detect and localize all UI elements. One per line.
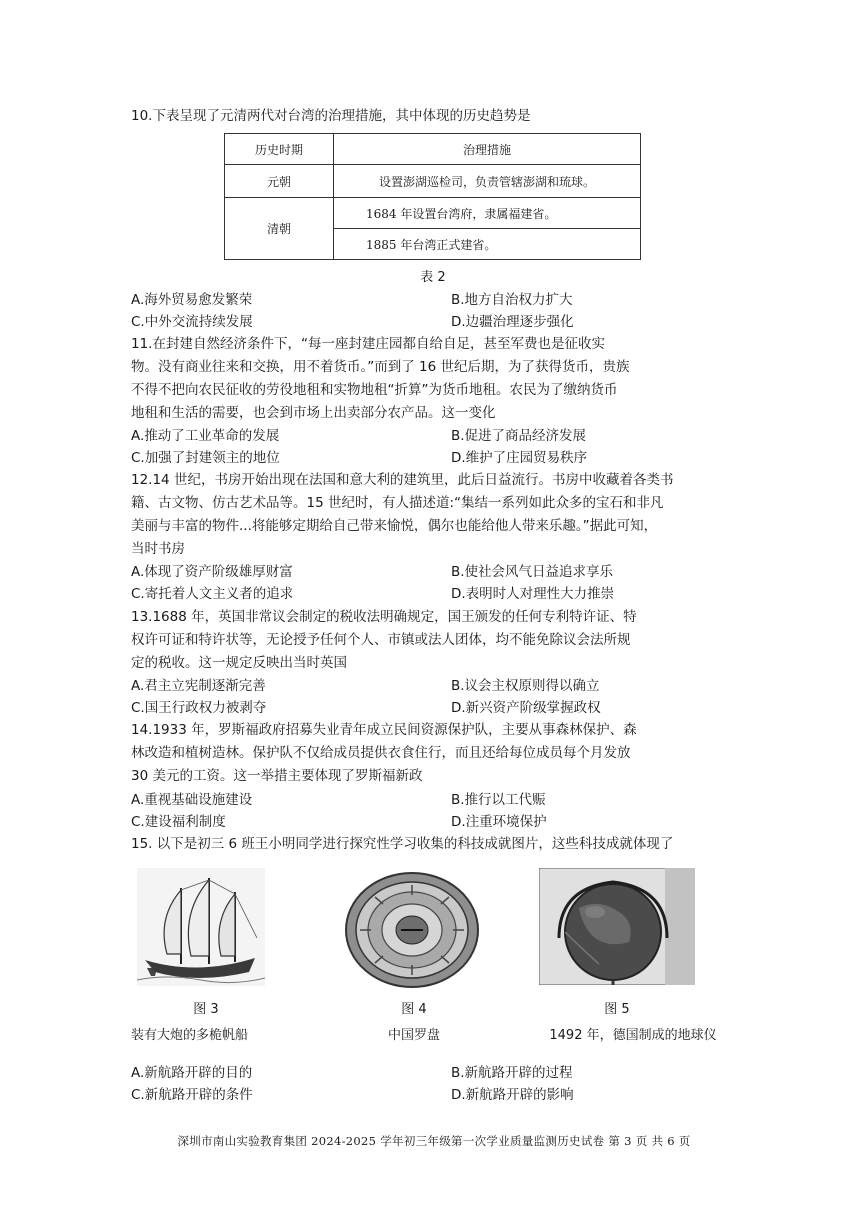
q10-stem: 10.下表呈现了元清两代对台湾的治理措施，其中体现的历史趋势是 [131, 108, 531, 124]
q12-line-2: 籍、古文物、仿古艺术品等。15 世纪时，有人描述道:“集结一系列如此众多的宝石和非凡 [131, 495, 664, 511]
q12-option-d: D.表明时人对理性大力推崇 [451, 586, 615, 602]
q11-option-c: C.加强了封建领主的地位 [131, 450, 280, 466]
table-cell-qing-measure-2: 1885 年台湾正式建省。 [334, 229, 641, 260]
chinese-compass-image [343, 869, 481, 989]
page-footer: 深圳市南山实验教育集团 2024-2025 学年初三年级第一次学业质量监测历史试卷 第 3 页 共 6 页 [177, 1134, 691, 1148]
q14-option-b: B.推行以工代赈 [451, 792, 546, 808]
q14-line-1: 14.1933 年，罗斯福政府招募失业青年成立民间资源保护队，主要从事森林保护、森 [131, 722, 637, 738]
figure-3-caption: 装有大炮的多桅帆船 [131, 1028, 249, 1043]
table-header-period: 历史时期 [225, 134, 334, 165]
table-cell-yuan: 元朝 [225, 165, 334, 198]
q10-option-c: C.中外交流持续发展 [131, 314, 253, 330]
q13-option-b: B.议会主权原则得以确立 [451, 678, 600, 694]
q14-option-d: D.注重环境保护 [451, 814, 547, 830]
q13-line-2: 权许可证和特许状等，无论授予任何个人、市镇或法人团体，均不能免除议会法所规 [131, 632, 631, 648]
figure-3-label: 图 3 [193, 1002, 219, 1017]
q15-option-c: C.新航路开辟的条件 [131, 1087, 253, 1103]
q14-line-3: 30 美元的工资。这一举措主要体现了罗斯福新政 [131, 768, 423, 784]
q13-line-3: 定的税收。这一规定反映出当时英国 [131, 655, 347, 671]
figure-4-caption: 中国罗盘 [387, 1028, 440, 1043]
q14-option-c: C.建设福利制度 [131, 814, 226, 830]
q13-option-c: C.国王行政权力被剥夺 [131, 700, 267, 716]
table-caption: 表 2 [420, 270, 446, 285]
q10-option-a: A.海外贸易愈发繁荣 [131, 292, 253, 308]
table-cell-qing-measure-1: 1684 年设置台湾府，隶属福建省。 [334, 198, 641, 229]
table-cell-yuan-measure: 设置澎湖巡检司，负责管辖澎湖和琉球。 [334, 165, 641, 198]
globe-image [539, 868, 695, 985]
figure-5-label: 图 5 [604, 1002, 630, 1017]
q12-line-1: 12.14 世纪，书房开始出现在法国和意大利的建筑里，此后日益流行。书房中收藏着各类书 [131, 472, 674, 488]
figure-4-label: 图 4 [401, 1002, 427, 1017]
table-header-measure: 治理措施 [334, 134, 641, 165]
table-cell-qing: 清朝 [225, 198, 334, 260]
q11-option-d: D.维护了庄园贸易秩序 [451, 450, 588, 466]
table-header-row [225, 134, 641, 165]
q11-line-3: 不得不把向农民征收的劳役地租和实物地租“折算”为货币地租。农民为了缴纳货币 [131, 382, 618, 398]
q13-line-1: 13.1688 年，英国非常议会制定的税收法明确规定，国王颁发的任何专利特许证、特 [131, 609, 637, 625]
figure-5-caption: 1492 年，德国制成的地球仪 [549, 1028, 717, 1043]
q11-option-a: A.推动了工业革命的发展 [131, 428, 280, 444]
q12-option-b: B.使社会风气日益追求享乐 [451, 564, 614, 580]
q12-line-3: 美丽与丰富的物件...将能够定期给自己带来愉悦，偶尔也能给他人带来乐趣。”据此可知， [131, 518, 658, 534]
governance-table [224, 133, 641, 260]
sailing-ship-image [137, 868, 265, 986]
q11-line-2: 物。没有商业往来和交换，用不着货币。”而到了 16 世纪后期，为了获得货币，贵族 [131, 359, 630, 375]
q10-option-d: D.边疆治理逐步强化 [451, 314, 574, 330]
q15-option-d: D.新航路开辟的影响 [451, 1087, 574, 1103]
q10-option-b: B.地方自治权力扩大 [451, 292, 573, 308]
q11-option-b: B.促进了商品经济发展 [451, 428, 587, 444]
q15-stem: 15. 以下是初三 6 班王小明同学进行探究性学习收集的科技成就图片，这些科技成就体现了 [131, 836, 674, 852]
q15-option-b: B.新航路开辟的过程 [451, 1065, 573, 1081]
q11-line-4: 地租和生活的需要，也会到市场上出卖部分农产品。这一变化 [131, 405, 496, 421]
table-row [225, 165, 641, 198]
table-row [225, 198, 641, 229]
q12-line-4: 当时书房 [131, 541, 185, 557]
q12-option-c: C.寄托着人文主义者的追求 [131, 586, 294, 602]
q13-option-a: A.君主立宪制逐渐完善 [131, 678, 266, 694]
q14-line-2: 林改造和植树造林。保护队不仅给成员提供衣食住行，而且还给每位成员每个月发放 [131, 745, 631, 761]
q14-option-a: A.重视基础设施建设 [131, 792, 253, 808]
q11-line-1: 11.在封建自然经济条件下，“每一座封建庄园都自给自足，甚至军费也是征收实 [131, 336, 605, 352]
q15-option-a: A.新航路开辟的目的 [131, 1065, 253, 1081]
q12-option-a: A.体现了资产阶级雄厚财富 [131, 564, 293, 580]
q13-option-d: D.新兴资产阶级掌握政权 [451, 700, 601, 716]
